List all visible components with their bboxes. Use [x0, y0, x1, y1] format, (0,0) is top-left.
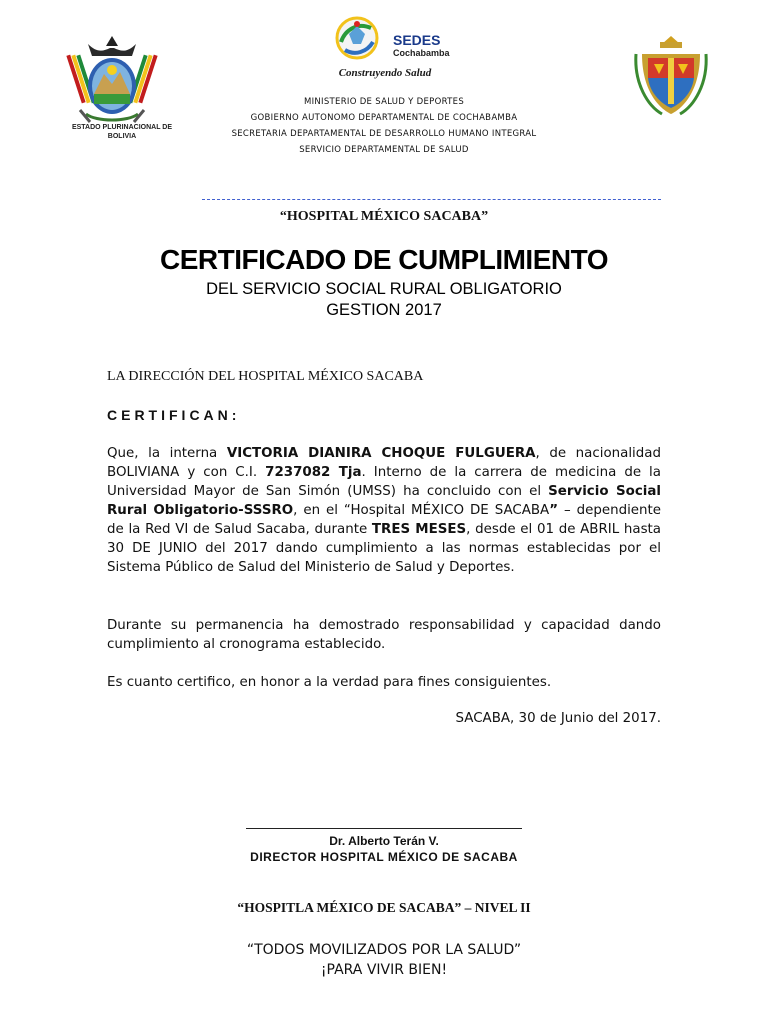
institution-lines — [200, 94, 568, 158]
id-number: 7237082 Tja — [265, 465, 362, 480]
footer-motto — [160, 940, 608, 980]
footer-hospital: “HOSPITLA MÉXICO DE SACABA” – NIVEL II — [237, 900, 531, 915]
sedes-tagline: Construyendo Salud — [338, 67, 432, 79]
institution-line: GOBIERNO AUTONOMO DEPARTAMENTAL DE COCHABAMBA — [250, 113, 518, 123]
sedes-logo — [335, 12, 450, 82]
service-duration: TRES MESES — [371, 522, 467, 537]
signature-line — [246, 828, 522, 829]
sedes-brand: SEDES — [393, 32, 441, 48]
signatory-role: DIRECTOR HOSPITAL MÉXICO DE SACABA — [250, 850, 518, 864]
emblem-caption: ESTADO PLURINACIONAL DE BOLIVIA — [71, 124, 173, 140]
subtitle-service: DEL SERVICIO SOCIAL RURAL OBLIGATORIO — [206, 280, 562, 298]
certificate-paragraph-2: Durante su permanencia ha demostrado responsabilidad y capacidad dando cumplimiento al cronograma establecido. — [107, 618, 661, 652]
motto-line-2: ¡PARA VIVIR BIEN! — [320, 962, 448, 978]
service-name: Servicio Social Rural Obligatorio-SSSRO — [107, 484, 661, 518]
intern-name: VICTORIA DIANIRA CHOQUE FULGUERA — [226, 446, 536, 461]
cochabamba-coat-of-arms-emblem — [632, 34, 710, 116]
sedes-region: Cochabamba — [393, 48, 450, 58]
certificate-subtitle — [60, 279, 708, 321]
issuing-direction: LA DIRECCIÓN DEL HOSPITAL MÉXICO SACABA — [107, 369, 424, 384]
institution-line: SERVICIO DEPARTAMENTAL DE SALUD — [299, 145, 469, 155]
signatory-name: Dr. Alberto Terán V. — [329, 834, 439, 848]
motto-line-1: “TODOS MOVILIZADOS POR LA SALUD” — [246, 942, 522, 958]
hospital-name: “HOSPITAL MÉXICO SACABA” — [279, 209, 489, 224]
institution-line: MINISTERIO DE SALUD Y DEPORTES — [303, 97, 465, 107]
subtitle-gestion: GESTION 2017 — [326, 301, 442, 319]
certificate-title: CERTIFICADO DE CUMPLIMIENTO — [160, 244, 608, 275]
bolivia-coat-of-arms-emblem — [66, 34, 158, 126]
header-divider — [202, 199, 661, 200]
issue-date: SACABA, 30 de Junio del 2017. — [455, 711, 661, 726]
certificate-paragraph-1: Que, la interna VICTORIA DIANIRA CHOQUE FULGUERA, de nacionalidad BOLIVIANA y con C.I. 7237082 Tja. Interno de la carrera de medicina de la Universidad Mayor de San Simón (UMSS) ha concluido con el Servicio Social Rural Obligatorio-SSSRO, en el “Hospital MÉXICO DE SACABA” – dependiente de la Red VI de Salud Sacaba, durante TRES MESES, desde el 01 de ABRIL hasta 30 DE JUNIO del 2017 dando cumplimiento a las normas establecidas por el Sistema Público de Salud del Ministerio de Salud y Deportes. — [107, 446, 662, 575]
certificate-paragraph-3: Es cuanto certifico, en honor a la verdad para fines consiguientes. — [107, 675, 552, 690]
institution-line: SECRETARIA DEPARTAMENTAL DE DESARROLLO HUMANO INTEGRAL — [231, 129, 537, 139]
certifican-heading: CERTIFICAN: — [107, 407, 241, 423]
